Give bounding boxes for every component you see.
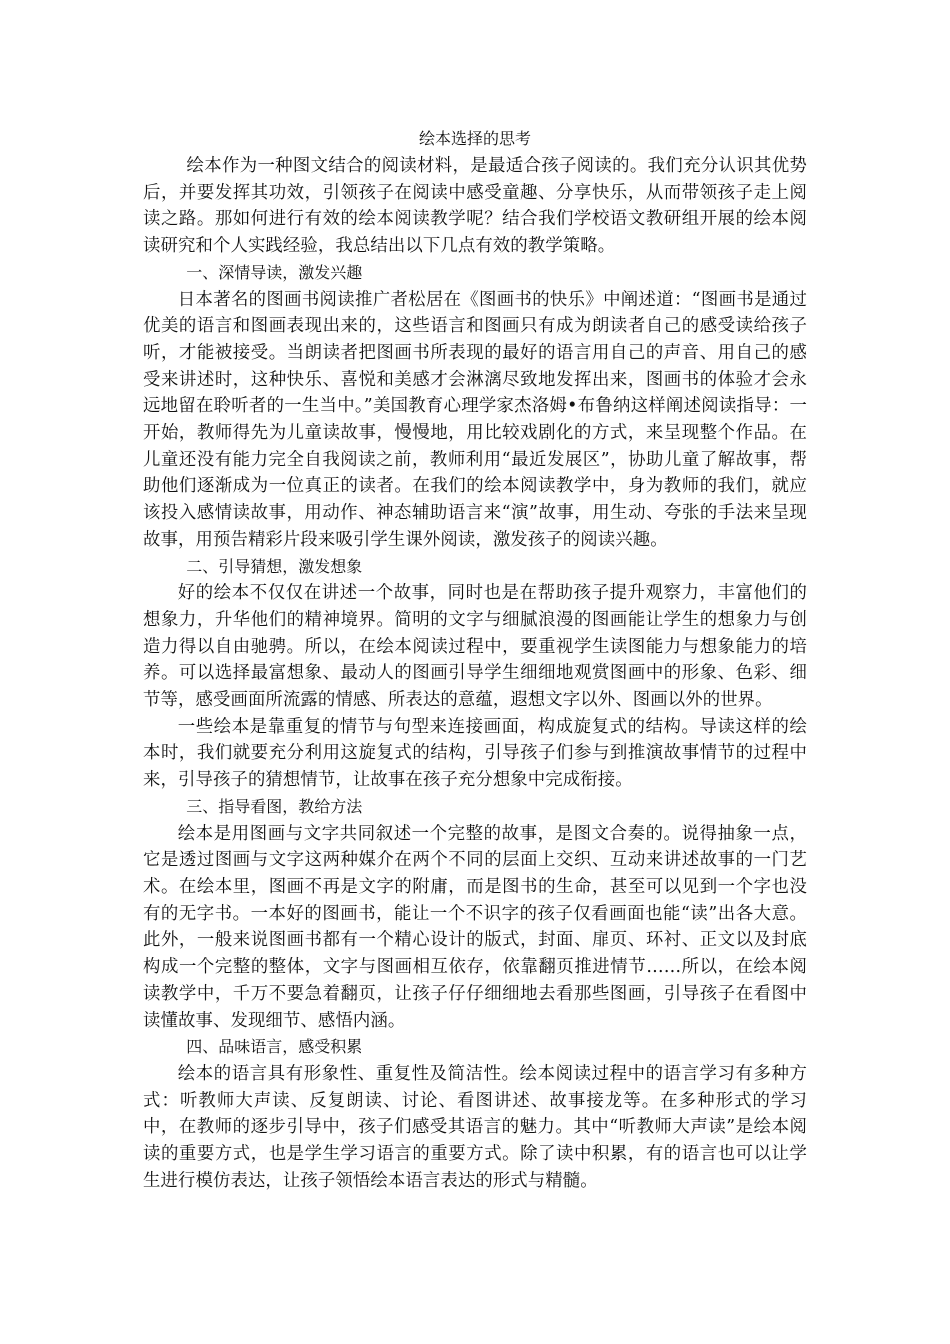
- section-1-paragraph-1: 日本著名的图画书阅读推广者松居在《图画书的快乐》中阐述道：“图画书是通过优美的语言和图画表现出来的，这些语言和图画只有成为朗读者自己的感受读给孩子听，才能被接受。当朗读者把图画书所表现的最好的语言用自己的声音、用自己的感受来讲述时，这种快乐、喜悦和美感才会淋漓尽致地发挥出来，图画书的体验才会永远地留在聆听者的一生当中。”美国教育心理学家杰洛姆•布鲁纳这样阐述阅读指导：一开始，教师得先为儿童读故事，慢慢地，用比较戏剧化的方式，来呈现整个作品。在儿童还没有能力完全自我阅读之前，教师利用“最近发展区”，协助儿童了解故事，帮助他们逐渐成为一位真正的读者。在我们的绘本阅读教学中，身为教师的我们，就应该投入感情读故事，用动作、神态辅助语言来“演”故事，用生动、夸张的手法来呈现故事，用预告精彩片段来吸引学生课外阅读，激发孩子的阅读兴趣。: [143, 289, 807, 550]
- section-4-heading: 四、品味语言，感受积累: [186, 1037, 363, 1057]
- section-2-heading: 二、引导猜想，激发想象: [186, 556, 363, 576]
- document-page: [143, 125, 807, 1194]
- section-4-paragraph-1: 绘本的语言具有形象性、重复性及简洁性。绘本阅读过程中的语言学习有多种方式：听教师大声读、反复朗读、讨论、看图讲述、故事接龙等。在多种形式的学习中，在教师的逐步引导中，孩子们感受其语言的魅力。其中“听教师大声读”是绘本阅读的重要方式，也是学生学习语言的重要方式。除了读中积累，有的语言也可以让学生进行模仿表达，让孩子领悟绘本语言表达的形式与精髓。: [143, 1063, 807, 1191]
- section-3-paragraph-1: 绘本是用图画与文字共同叙述一个完整的故事，是图文合奏的。说得抽象一点，它是透过图画与文字这两种媒介在两个不同的层面上交织、互动来讲述故事的一门艺术。在绘本里，图画不再是文字的附庸，而是图书的生命，甚至可以见到一个字也没有的无字书。一本好的图画书，能让一个不识字的孩子仅看画面也能“读”出各大意。此外，一般来说图画书都有一个精心设计的版式，封面、扉页、环衬、正文以及封底构成一个完整的整体，文字与图画相互依存，依靠翻页推进情节……所以，在绘本阅读教学中，千万不要急着翻页，让孩子仔仔细细地去看那些图画，引导孩子在看图中读懂故事、发现细节、感悟内涵。: [143, 823, 807, 1031]
- intro-paragraph: 绘本作为一种图文结合的阅读材料，是最适合孩子阅读的。我们充分认识其优势后，并要发挥其功效，引领孩子在阅读中感受童趣、分享快乐，从而带领孩子走上阅读之路。那如何进行有效的绘本阅读教学呢？结合我们学校语文教研组开展的绘本阅读研究和个人实践经验，我总结出以下几点有效的教学策略。: [143, 156, 807, 257]
- document-title: 绘本选择的思考: [418, 129, 531, 148]
- section-2-paragraph-1: 好的绘本不仅仅在讲述一个故事，同时也是在帮助孩子提升观察力，丰富他们的想象力，升华他们的精神境界。简明的文字与细腻浪漫的图画能让学生的想象力与创造力得以自由驰骋。所以，在绘本阅读过程中，要重视学生读图能力与想象能力的培养。可以选择最富想象、最动人的图画引导学生细细地观赏图画中的形象、色彩、细节等，感受画面所流露的情感、所表达的意蕴，遐想文字以外、图画以外的世界。: [143, 583, 807, 711]
- section-2-paragraph-2: 一些绘本是靠重复的情节与句型来连接画面，构成旋复式的结构。导读这样的绘本时，我们就要充分利用这旋复式的结构，引导孩子们参与到推演故事情节的过程中来，引导孩子的猜想情节，让故事在孩子充分想象中完成衔接。: [143, 716, 807, 791]
- section-1-heading: 一、深情导读，激发兴趣: [186, 262, 363, 282]
- section-3-heading: 三、指导看图，教给方法: [186, 796, 363, 816]
